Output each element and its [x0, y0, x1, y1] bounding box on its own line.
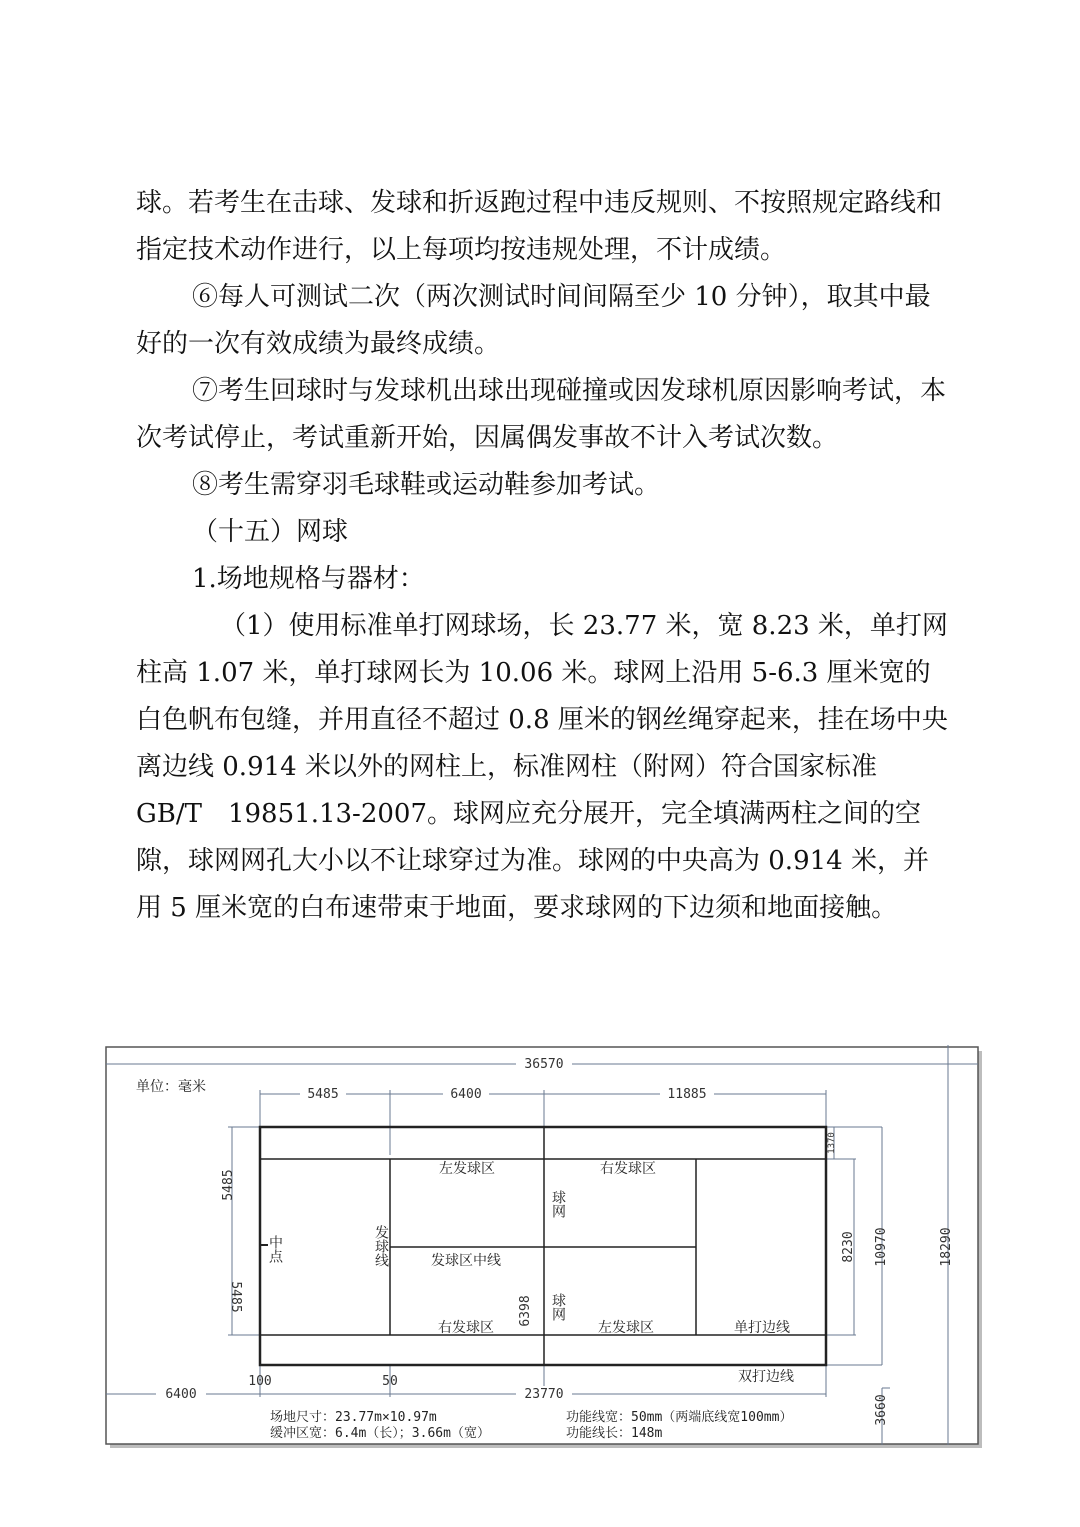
- dim-bottom-length: 23770: [524, 1387, 564, 1402]
- label-left-service-top: 左发球区: [439, 1161, 495, 1177]
- label-service-line: 发球线: [373, 1225, 389, 1267]
- dim-left-upper: 5485: [221, 1169, 236, 1201]
- dim-seg-a: 5485: [307, 1087, 339, 1102]
- dim-left-lower: 5485: [228, 1281, 243, 1313]
- dim-right-mid: 8230: [841, 1231, 856, 1263]
- paragraph-rule-7: ⑦考生回球时与发球机出球出现碰撞或因发球机原因影响考试，本次考试停止，考试重新开始，因属偶发事故不计入考试次数。: [136, 376, 947, 453]
- dim-total-length: 36570: [524, 1057, 564, 1072]
- paragraph-venue-spec: （1）使用标准单打网球场，长 23.77 米，宽 8.23 米，单打网柱高 1.07 米，单打球网长为 10.06 米。球网上沿用 5-6.3 厘米宽的白色帆布包缝，并用直径不超过 0.8 厘米的钢丝绳穿起来，挂在场中央离边线 0.914 米以外的网柱上，标准网柱（附网）符合国家标准 GB/T 19851.13-2007。球网应充分展开，完全填满两柱之间的空隙，球网网孔大小以不让球穿过为准。球网的中央高为 0.914 米，并用 5 厘米宽的白布速带束于地面，要求球网的下边须和地面接触。: [136, 611, 948, 923]
- unit-label: 单位：毫米: [136, 1079, 206, 1095]
- note-court-size: 场地尺寸：23.77m×10.97m: [270, 1410, 437, 1425]
- label-right-service-top: 右发球区: [600, 1161, 656, 1177]
- dim-bottom-left: 6400: [165, 1387, 197, 1402]
- label-singles-sideline: 单打边线: [734, 1320, 790, 1336]
- note-line-width: 功能线宽：50mm（两端底线宽100mm）: [566, 1410, 793, 1425]
- dim-bottom-right: 3660: [874, 1394, 889, 1426]
- label-center-service-line: 发球区中线: [431, 1253, 501, 1269]
- dim-right-small: 1370: [827, 1132, 837, 1154]
- note-buffer: 缓冲区宽：6.4m（长）；3.66m（宽）: [270, 1426, 490, 1441]
- label-right-service-bottom: 右发球区: [438, 1320, 494, 1336]
- mark-50: 50: [382, 1374, 398, 1389]
- subsection-heading-venue: 1.场地规格与器材：: [192, 564, 425, 594]
- mark-100: 100: [248, 1374, 272, 1389]
- label-net-top: 球网: [550, 1190, 566, 1218]
- label-left-service-bottom: 左发球区: [598, 1320, 654, 1336]
- dim-center-service: 6398: [518, 1295, 533, 1327]
- dim-right-width: 10970: [874, 1227, 889, 1267]
- label-doubles-sideline: 双打边线: [738, 1369, 794, 1385]
- document-body: [136, 180, 948, 932]
- label-center-mark: 中点: [267, 1235, 283, 1263]
- dim-seg-b: 6400: [450, 1087, 482, 1102]
- paragraph-1: 球。若考生在击球、发球和折返跑过程中违反规则、不按照规定路线和指定技术动作进行，以上每项均按违规处理，不计成绩。: [136, 188, 943, 265]
- label-net-bottom: 球网: [550, 1293, 566, 1321]
- paragraph-rule-8: ⑧考生需穿羽毛球鞋或运动鞋参加考试。: [192, 470, 661, 500]
- dim-right-total: 18290: [939, 1227, 954, 1267]
- paragraph-rule-6: ⑥每人可测试二次（两次测试时间间隔至少 10 分钟），取其中最好的一次有效成绩为最终成绩。: [136, 282, 931, 359]
- tennis-court-diagram: [104, 1045, 984, 1450]
- note-line-length: 功能线长：148m: [566, 1426, 663, 1441]
- dim-seg-c: 11885: [667, 1087, 707, 1102]
- section-heading-tennis: （十五）网球: [192, 517, 349, 547]
